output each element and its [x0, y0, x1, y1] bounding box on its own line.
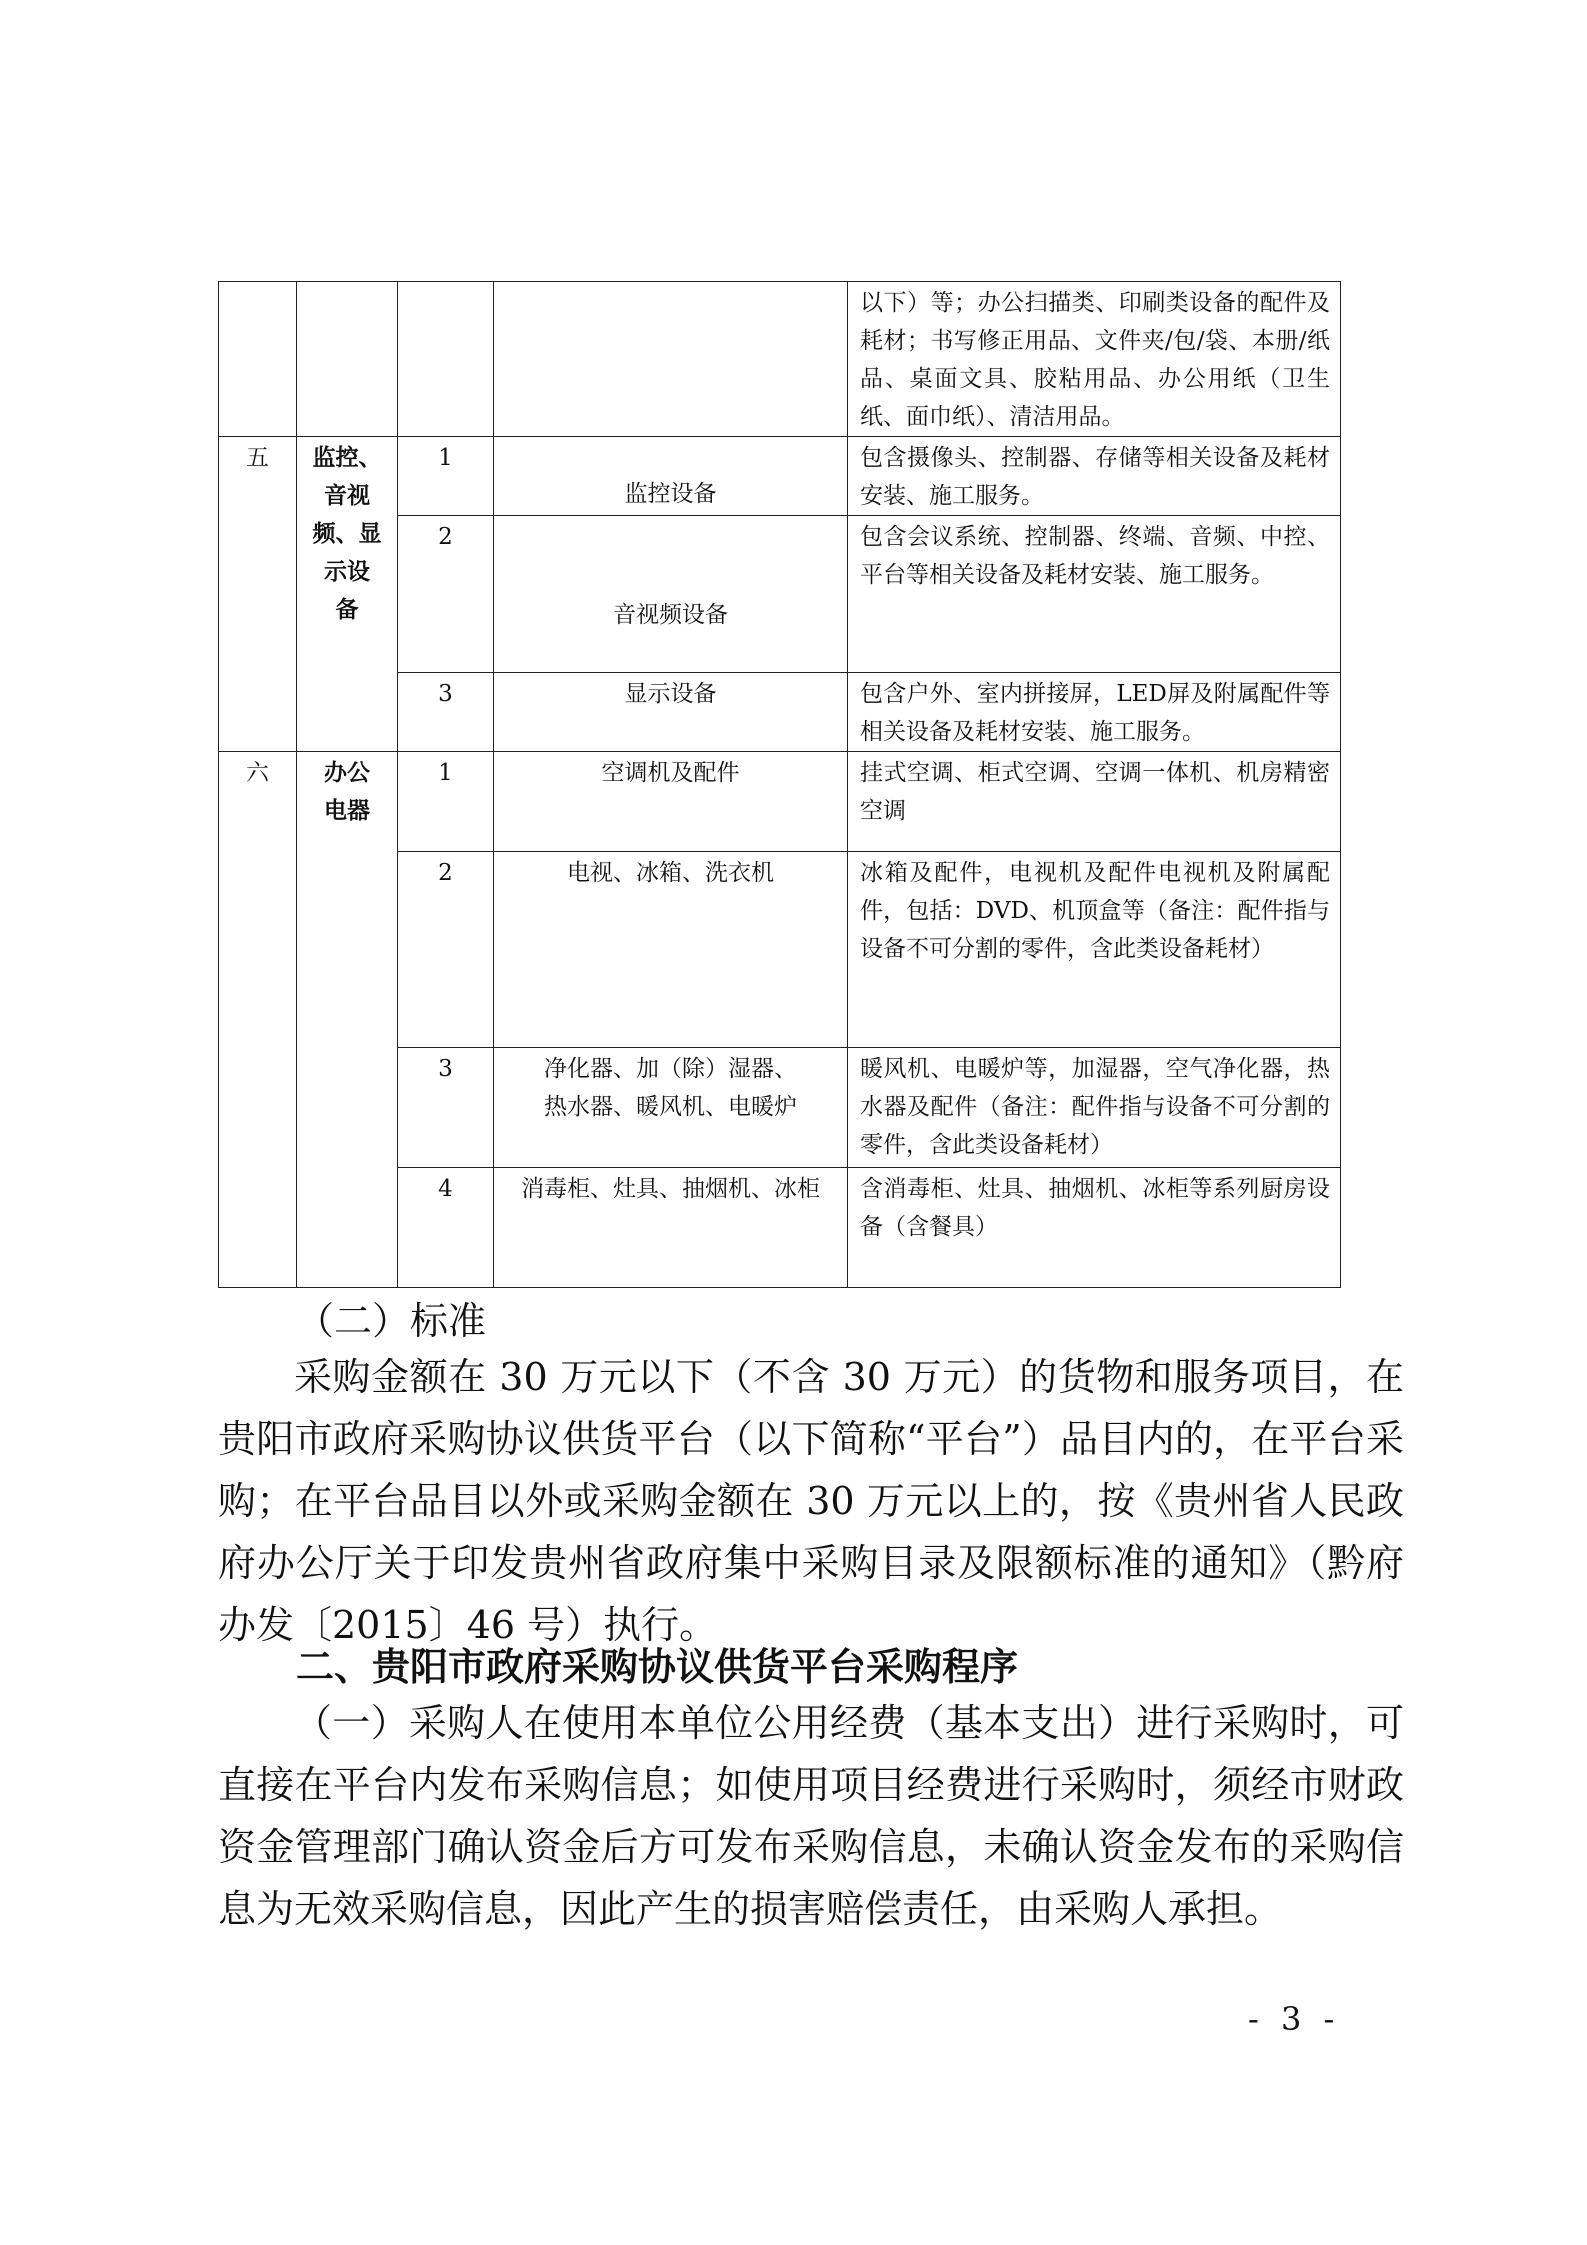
standard-paragraph: 采购金额在 30 万元以下（不含 30 万元）的货物和服务项目，在贵阳市政府采购协议供货平台（以下简称“平台”）品目内的，在平台采购；在平台品目以外或采购金额在 30 万元以上的，按《贵州省人民政府办公厅关于印发贵州省政府集中采购目录及限额标准的通知》（黔府办发〔2015〕46 号）执行。	[218, 1355, 1404, 1647]
item-name-cell: 显示设备	[494, 673, 848, 752]
standard-heading: （二）标准	[296, 1299, 487, 1343]
standard-paragraph-block	[218, 1346, 1404, 1656]
item-number-cell: 1	[398, 752, 494, 852]
seq-cell: 六	[219, 752, 297, 1288]
table-row	[219, 752, 1341, 852]
category-cell	[297, 437, 398, 752]
item-name-cell: 净化器、加（除）湿器、热水器、暖风机、电暖炉	[494, 1048, 848, 1168]
item-desc-cell: 挂式空调、柜式空调、空调一体机、机房精密空调	[848, 752, 1341, 852]
item-desc-cell: 暖风机、电暖炉等，加湿器，空气净化器，热水器及配件（备注：配件指与设备不可分割的零件，含此类设备耗材）	[848, 1048, 1341, 1168]
table-row	[219, 437, 1341, 516]
item-name-cell: 音视频设备	[494, 516, 848, 673]
procedure-paragraph: （一）采购人在使用本单位公用经费（基本支出）进行采购时，可直接在平台内发布采购信息；如使用项目经费进行采购时，须经市财政资金管理部门确认资金后方可发布采购信息，未确认资金发布的采购信息为无效采购信息，因此产生的损害赔偿责任，由采购人承担。	[218, 1701, 1404, 1931]
item-number-cell	[398, 282, 494, 437]
category-cell	[297, 752, 398, 1288]
item-name-cell	[494, 282, 848, 437]
seq-cell	[219, 282, 297, 437]
item-number-cell: 1	[398, 437, 494, 516]
item-number-cell: 2	[398, 516, 494, 673]
item-name-cell: 监控设备	[494, 437, 848, 516]
category-line: 示设	[324, 559, 370, 585]
page-number: - 3 -	[1248, 2000, 1341, 2038]
item-desc-cell: 冰箱及配件，电视机及配件电视机及附属配件，包括：DVD、机顶盒等（备注：配件指与设备不可分割的零件，含此类设备耗材）	[848, 852, 1341, 1048]
category-line: 电器	[324, 798, 370, 824]
table-row	[219, 282, 1341, 437]
item-desc-cell: 包含户外、室内拼接屏，LED屏及附属配件等相关设备及耗材安装、施工服务。	[848, 673, 1341, 752]
category-line: 音视	[324, 483, 370, 509]
category-line: 办公	[324, 760, 370, 786]
category-line: 备	[335, 597, 359, 623]
section-heading: 二、贵阳市政府采购协议供货平台采购程序	[296, 1645, 1019, 1689]
category-line: 频、显	[312, 521, 382, 547]
category-cell	[297, 282, 398, 437]
item-number-cell: 3	[398, 673, 494, 752]
item-desc-cell: 包含会议系统、控制器、终端、音频、中控、平台等相关设备及耗材安装、施工服务。	[848, 516, 1341, 673]
item-number-cell: 3	[398, 1048, 494, 1168]
procurement-catalog-table	[218, 281, 1341, 1288]
procedure-paragraph-block	[218, 1692, 1404, 1940]
item-name-cell: 消毒柜、灶具、抽烟机、冰柜	[494, 1168, 848, 1288]
item-desc-cell: 包含摄像头、控制器、存储等相关设备及耗材安装、施工服务。	[848, 437, 1341, 516]
item-number-cell: 4	[398, 1168, 494, 1288]
item-number-cell: 2	[398, 852, 494, 1048]
item-desc-cell: 含消毒柜、灶具、抽烟机、冰柜等系列厨房设备（含餐具）	[848, 1168, 1341, 1288]
item-name-cell: 空调机及配件	[494, 752, 848, 852]
category-line: 监控、	[312, 445, 382, 471]
item-name-cell: 电视、冰箱、洗衣机	[494, 852, 848, 1048]
seq-cell: 五	[219, 437, 297, 752]
item-desc-cell: 以下）等；办公扫描类、印刷类设备的配件及耗材；书写修正用品、文件夹/包/袋、本册/纸品、桌面文具、胶粘用品、办公用纸（卫生纸、面巾纸）、清洁用品。	[848, 282, 1341, 437]
